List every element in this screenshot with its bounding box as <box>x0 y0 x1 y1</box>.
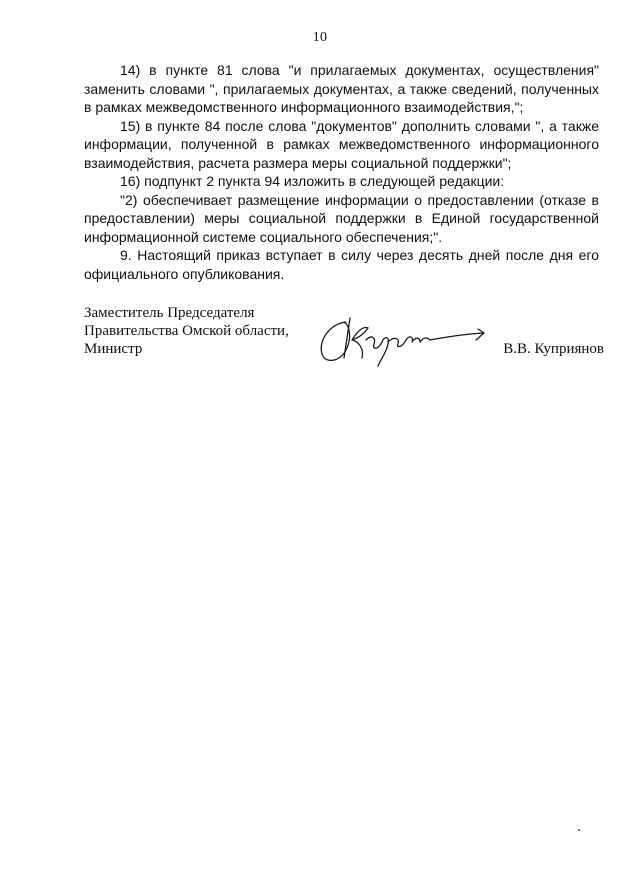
signer-name: В.В. Куприянов <box>503 341 604 357</box>
handwritten-signature <box>316 310 494 368</box>
paragraph-item-14: 14) в пункте 81 слова "и прилагаемых документах, осуществления" заменить словами ", прилагаемых документах, а также сведений, полученных в рамках межведомственного информационного взаимодействия,"; <box>84 62 599 115</box>
scan-speck <box>578 829 580 831</box>
signature-block <box>84 304 604 364</box>
paragraph-new-wording: "2) обеспечивает размещение информации о предоставлении (отказе в предоставлении) меры социальной поддержки в Единой государственной информационной системе социального обеспечения;". <box>84 191 599 245</box>
page-number: 10 <box>312 30 328 45</box>
paragraph-item-16: 16) подпункт 2 пункта 94 изложить в следующей редакции: <box>120 173 505 189</box>
signer-title-line: Заместитель Председателя <box>84 305 255 321</box>
paragraph-item-9: 9. Настоящий приказ вступает в силу через десять дней после дня его официального опубликования. <box>84 247 599 282</box>
document-body <box>84 61 599 283</box>
signer-title-line: Правительства Омской области, <box>84 323 289 339</box>
paragraph-item-15: 15) в пункте 84 после слова "документов" дополнить словами ", а также информации, полученной в рамках межведомственного информационного взаимодействия, расчета размера меры социальной поддержки"; <box>84 117 599 171</box>
signer-title-line: Министр <box>84 341 143 357</box>
